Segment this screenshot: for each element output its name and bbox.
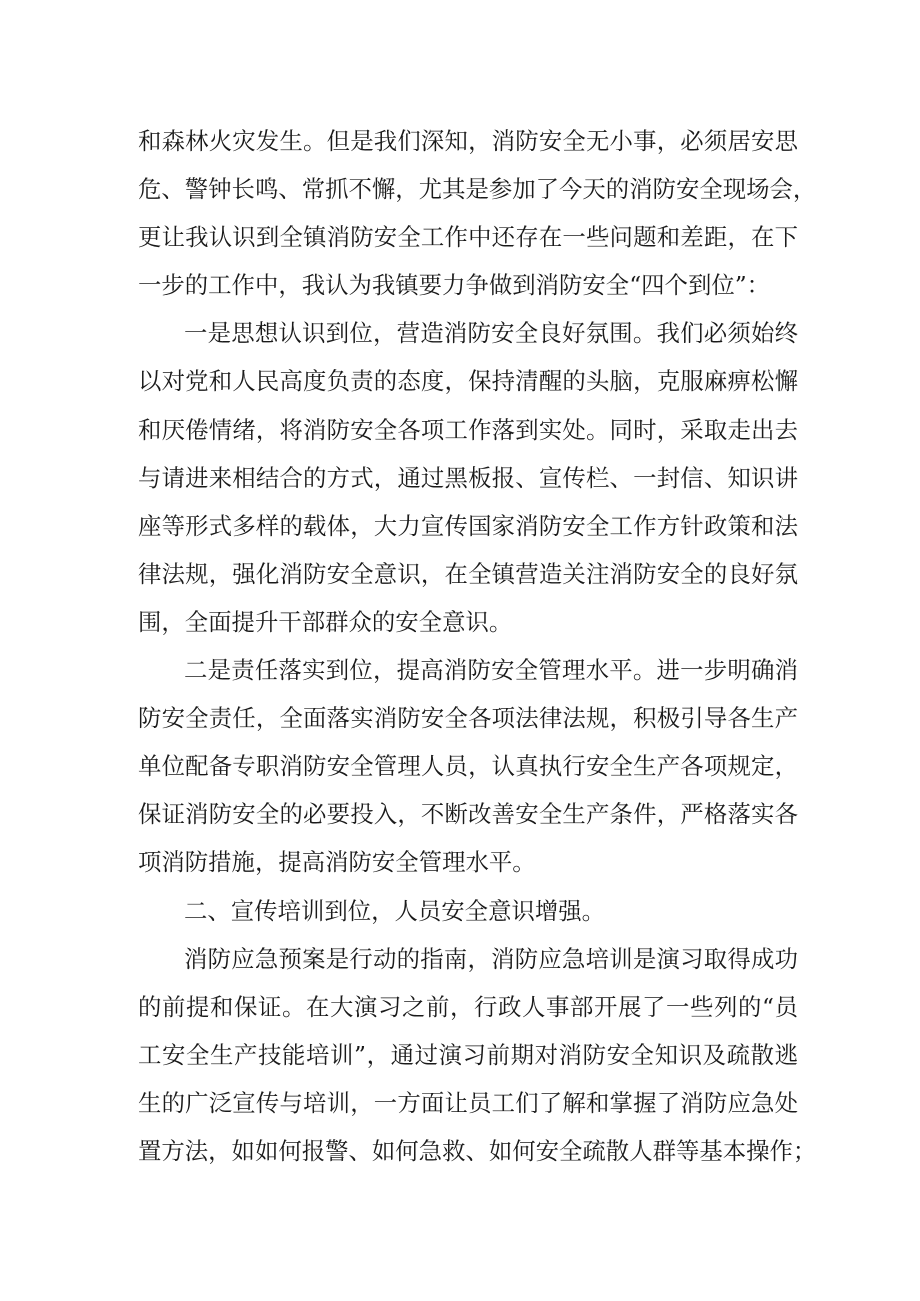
text-line: 更让我认识到全镇消防安全工作中还存在一些问题和差距，在下: [138, 223, 798, 252]
text-line: 单位配备专职消防安全管理人员，认真执行安全生产各项规定，: [138, 752, 798, 781]
text-line: 项消防措施，提高消防安全管理水平。: [138, 848, 536, 877]
text-line: 工安全生产技能培训”，通过演习前期对消防安全知识及疏散逃: [138, 1040, 798, 1069]
text-line: 和厌倦情绪，将消防安全各项工作落到实处。同时，采取走出去: [138, 415, 798, 444]
text-line: 一步的工作中，我认为我镇要力争做到消防安全“四个到位”：: [138, 271, 771, 300]
text-line: 防安全责任，全面落实消防安全各项法律法规，积极引导各生产: [138, 704, 798, 733]
text-line: 座等形式多样的载体，大力宣传国家消防安全工作方针政策和法: [138, 511, 798, 540]
text-line: 置方法，如如何报警、如何急救、如何安全疏散人群等基本操作；: [138, 1136, 817, 1165]
paragraph-heading-line: 一是思想认识到位，营造消防安全良好氛围。我们必须始终: [184, 319, 798, 348]
text-line: 律法规，强化消防安全意识，在全镇营造关注消防安全的良好氛: [138, 559, 798, 588]
text-line: 的前提和保证。在大演习之前，行政人事部开展了一些列的“员: [138, 992, 798, 1021]
section-heading: 二、宣传培训到位，人员安全意识增强。: [184, 896, 606, 925]
text-line: 保证消防安全的必要投入，不断改善安全生产条件，严格落实各: [138, 800, 798, 829]
text-line: 和森林火灾发生。但是我们深知，消防安全无小事，必须居安思: [138, 127, 798, 155]
text-line: 生的广泛宣传与培训，一方面让员工们了解和掌握了消防应急处: [138, 1088, 798, 1117]
text-line: 以对党和人民高度负责的态度，保持清醒的头脑，克服麻痹松懈: [138, 367, 798, 396]
text-line: 与请进来相结合的方式，通过黑板报、宣传栏、一封信、知识讲: [138, 463, 798, 492]
text-line: 危、警钟长鸣、常抓不懈，尤其是参加了今天的消防安全现场会，: [138, 175, 817, 204]
document-body: [138, 117, 817, 1175]
paragraph-heading-line: 二是责任落实到位，提高消防安全管理水平。进一步明确消: [184, 656, 798, 685]
paragraph-first-line: 消防应急预案是行动的指南，消防应急培训是演习取得成功: [184, 944, 798, 973]
text-line: 围，全面提升干部群众的安全意识。: [138, 607, 513, 636]
